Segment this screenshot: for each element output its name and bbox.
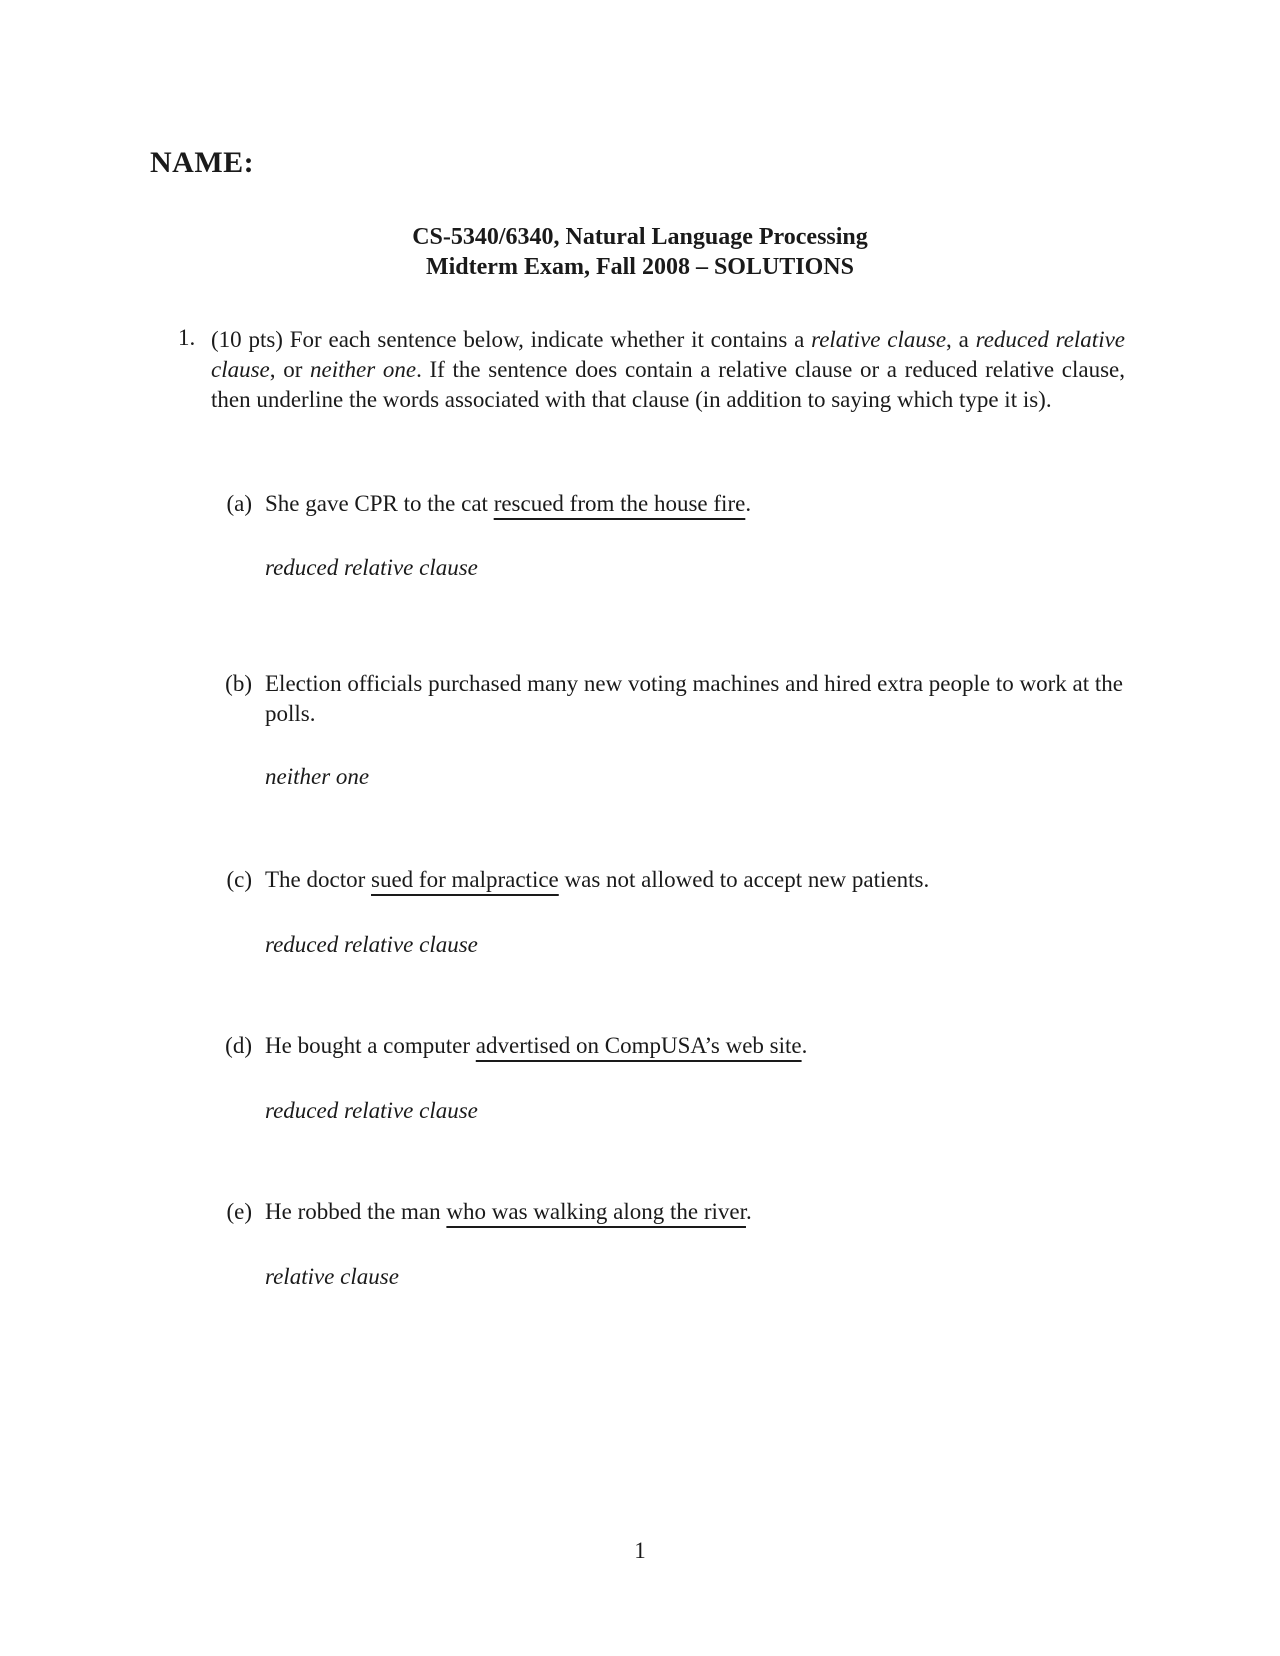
- item-a-underlined-clause: rescued from the house fire: [493, 491, 746, 516]
- question-rest: . If the sentence does contain a relative clause or a reduced relative clause, then underline the words associated with that clause (in addition to saying which type it is).: [211, 357, 1125, 412]
- item-e-pre: He robbed the man: [265, 1199, 447, 1224]
- page-number: 1: [634, 1538, 646, 1563]
- item-c-answer: reduced relative clause: [265, 932, 478, 957]
- item-e-answer: relative clause: [265, 1264, 399, 1289]
- item-e-post: .: [745, 1199, 752, 1224]
- item-c-label: (c): [226, 867, 252, 892]
- term-relative-clause: relative clause: [811, 327, 947, 352]
- item-d-sentence: [265, 1031, 1125, 1061]
- item-c-post: was not allowed to accept new patients.: [558, 867, 930, 892]
- item-d-answer: reduced relative clause: [265, 1098, 478, 1123]
- item-b-sentence: [265, 669, 1125, 729]
- item-a-post: .: [745, 491, 752, 516]
- item-d-underlined-clause: advertised on CompUSA’s web site: [475, 1033, 802, 1058]
- exam-title: [0, 222, 1280, 282]
- question-number: 1.: [178, 325, 196, 350]
- question-text: [211, 325, 1125, 415]
- item-c-pre: The doctor: [265, 867, 372, 892]
- item-a-pre: She gave CPR to the cat: [265, 491, 494, 516]
- exam-title-line-2: Midterm Exam, Fall 2008 – SOLUTIONS: [425, 254, 854, 280]
- item-b-label: (b): [225, 671, 252, 696]
- item-e-underlined-clause: who was walking along the river: [446, 1199, 746, 1224]
- item-e-sentence: [265, 1197, 1125, 1227]
- item-a-label: (a): [226, 491, 252, 516]
- item-b-answer: neither one: [265, 764, 370, 789]
- question-sep-1: , a: [946, 327, 976, 352]
- term-neither-one: neither one: [310, 357, 417, 382]
- item-a-sentence: [265, 489, 1125, 519]
- question-sep-2: , or: [269, 357, 311, 382]
- question-intro: (10 pts) For each sentence below, indicate whether it contains a: [211, 327, 812, 352]
- item-b-text: Election officials purchased many new voting machines and hired extra people to work at the polls.: [265, 671, 1123, 726]
- item-c-underlined-clause: sued for malpractice: [371, 867, 559, 892]
- item-e-label: (e): [226, 1199, 252, 1224]
- item-d-post: .: [801, 1033, 808, 1058]
- term-reduced-relative-clause: reduced relative clause: [211, 327, 1126, 382]
- item-d-pre: He bought a computer: [265, 1033, 476, 1058]
- item-c-sentence: [265, 865, 1125, 895]
- name-label: NAME:: [150, 146, 255, 179]
- exam-title-line-1: CS-5340/6340, Natural Language Processing: [412, 224, 868, 250]
- item-a-answer: reduced relative clause: [265, 555, 478, 580]
- item-d-label: (d): [225, 1033, 252, 1058]
